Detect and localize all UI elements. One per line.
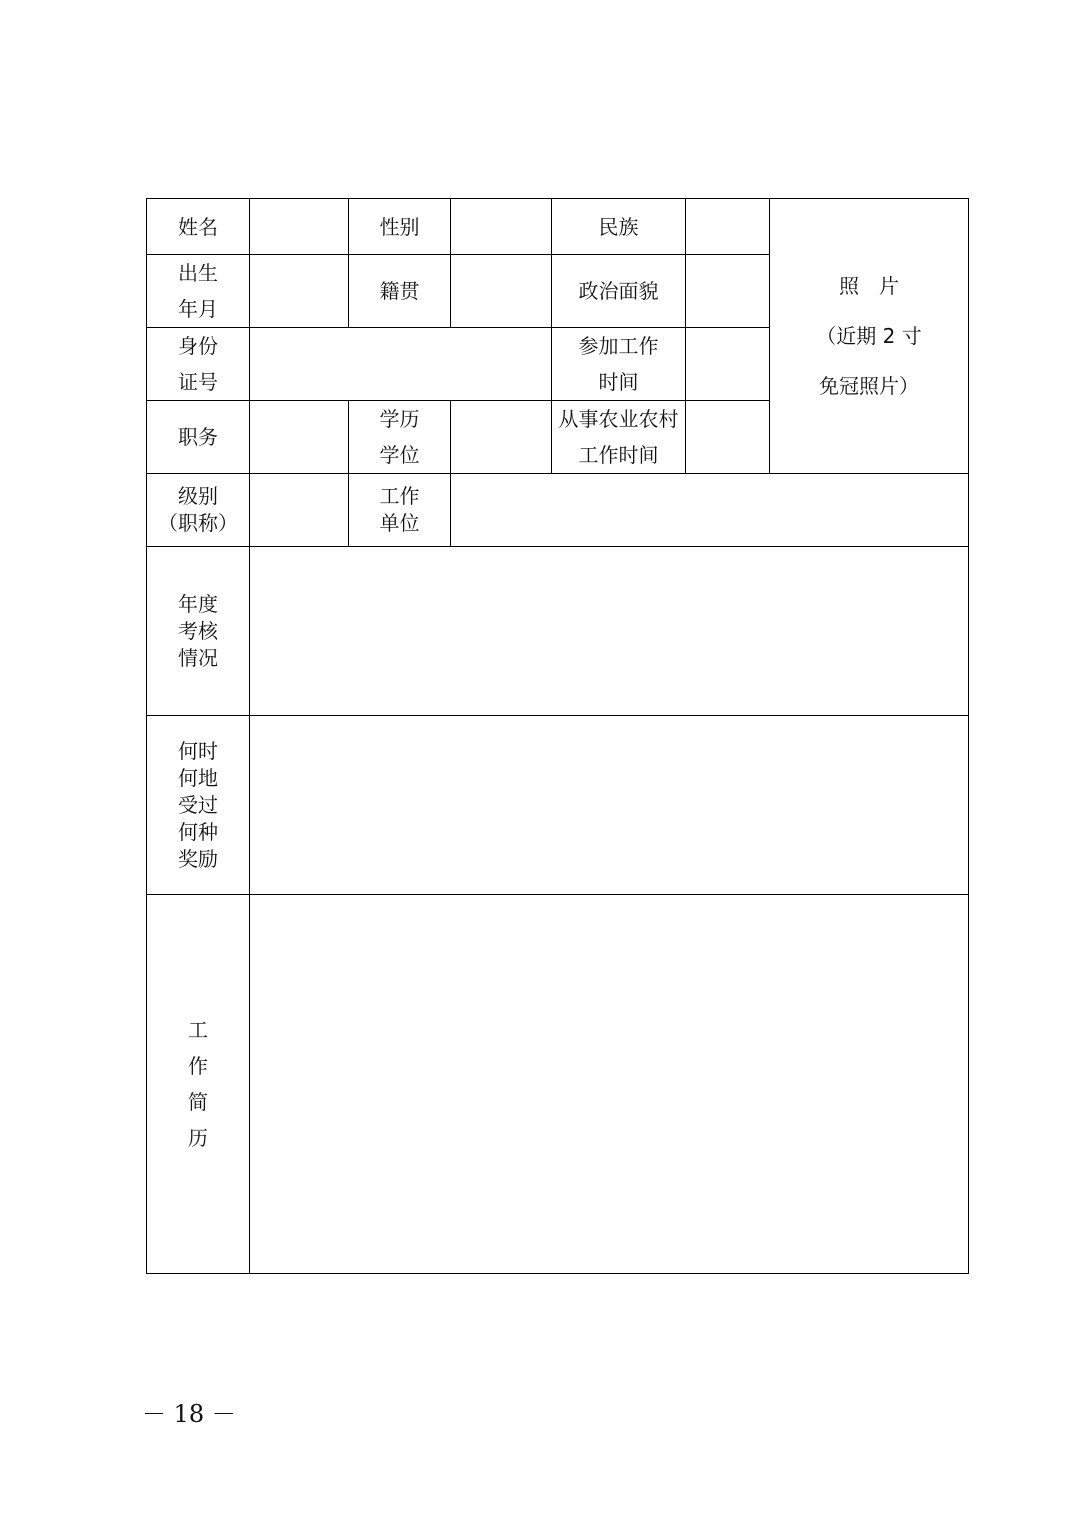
ethnicity-label: 民族 [552,199,686,255]
birth-field[interactable] [250,255,349,328]
work-start-label: 参加工作 时间 [552,328,686,401]
native-place-field[interactable] [451,255,552,328]
gender-label: 性别 [349,199,451,255]
work-unit-field[interactable] [451,474,969,547]
page-number: － 18 － [142,1400,236,1428]
education-label: 学历 学位 [349,401,451,474]
position-field[interactable] [250,401,349,474]
awards-field[interactable] [250,716,969,895]
annual-review-field[interactable] [250,547,969,716]
rank-label: 级别 （职称） [147,474,250,547]
rank-field[interactable] [250,474,349,547]
work-start-field[interactable] [686,328,770,401]
resume-field[interactable] [250,895,969,1274]
native-place-label: 籍贯 [349,255,451,328]
id-label: 身份 证号 [147,328,250,401]
political-field[interactable] [686,255,770,328]
agri-time-label: 从事农业农村 工作时间 [552,401,686,474]
resume-label: 工 作 简 历 [147,895,250,1274]
birth-label: 出生 年月 [147,255,250,328]
id-field[interactable] [250,328,552,401]
awards-label: 何时 何地 受过 何种 奖励 [147,716,250,895]
name-field[interactable] [250,199,349,255]
name-label: 姓名 [147,199,250,255]
work-unit-label: 工作 单位 [349,474,451,547]
photo-size-note: （近期 2 寸 [816,324,922,348]
photo-box[interactable] [770,199,969,474]
agri-time-field[interactable] [686,401,770,474]
registration-form-table [146,198,969,1274]
ethnicity-field[interactable] [686,199,770,255]
education-field[interactable] [451,401,552,474]
position-label: 职务 [147,401,250,474]
political-label: 政治面貌 [552,255,686,328]
gender-field[interactable] [451,199,552,255]
photo-hatless-note: 免冠照片） [819,374,919,398]
annual-review-label: 年度 考核 情况 [147,547,250,716]
photo-label: 照 片 [839,274,899,298]
